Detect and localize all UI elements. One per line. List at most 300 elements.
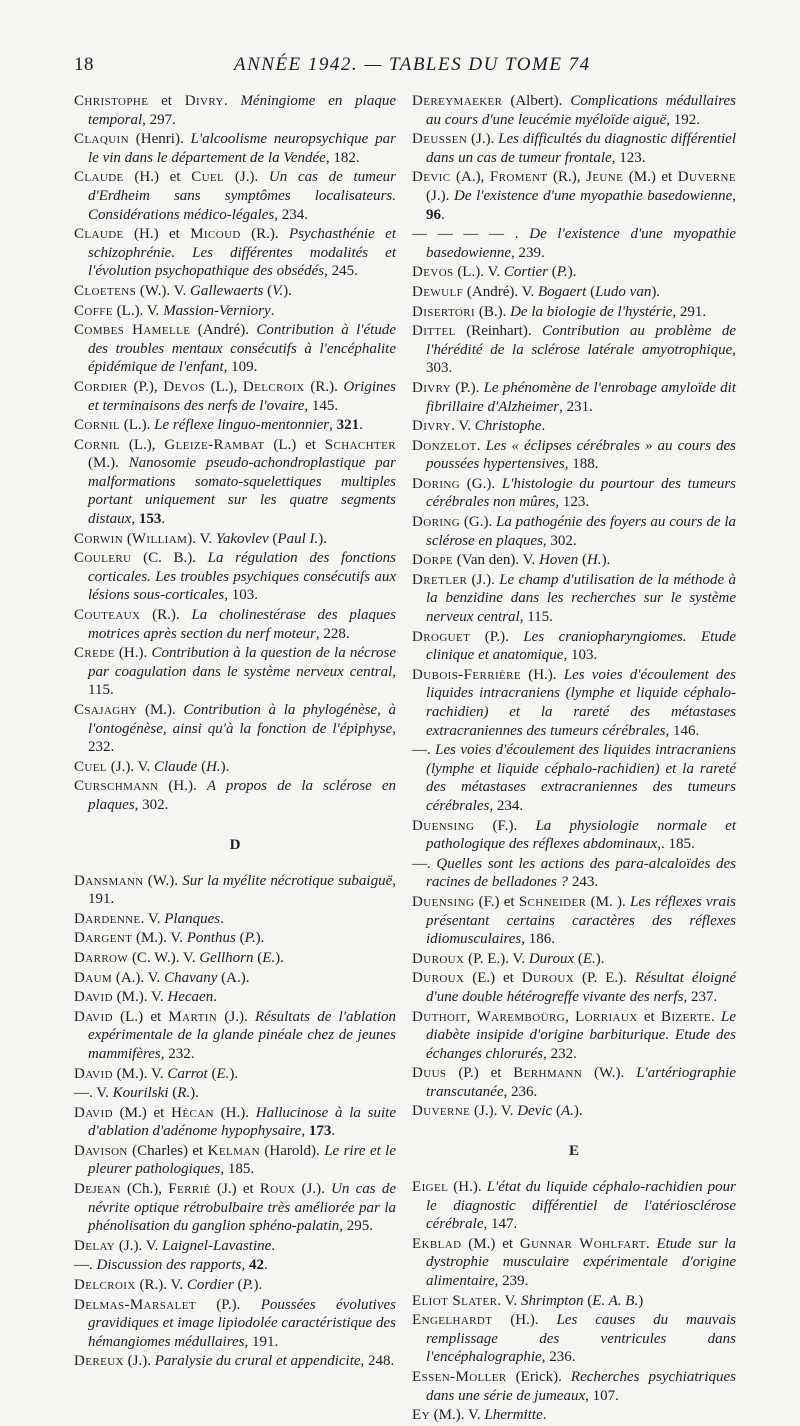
author-name: Cuel bbox=[191, 169, 225, 186]
author-name: Essen-Moller bbox=[412, 1369, 507, 1385]
entry-title: De l'existence d'une myopathie basedowienne bbox=[426, 226, 736, 261]
entry-text: ). bbox=[573, 1103, 583, 1120]
entry-text: (André). bbox=[190, 322, 257, 339]
author-name: Duroux bbox=[412, 970, 465, 987]
author-name: Delcroix bbox=[242, 378, 305, 395]
entry-title: Carrot bbox=[167, 1065, 208, 1082]
entry-title: Paul I. bbox=[277, 530, 319, 547]
entry-text: , 103. bbox=[563, 647, 598, 664]
author-name: Claude bbox=[74, 226, 124, 243]
entry-text: ). V. bbox=[187, 530, 216, 547]
entry-text: (H.). bbox=[114, 645, 152, 662]
section-letter: D bbox=[229, 836, 241, 853]
entry-text: . bbox=[213, 989, 217, 1006]
author-name: Duthoit bbox=[412, 1008, 467, 1025]
entry-text: , 182. bbox=[325, 149, 360, 166]
entry-title: La physiologie normale et pathologique des réflexes abdominaux bbox=[426, 817, 736, 853]
right-column bbox=[412, 92, 736, 1426]
entry-text: ). bbox=[601, 552, 611, 569]
entry-text: , bbox=[466, 1008, 477, 1025]
entry-text: . bbox=[264, 1257, 268, 1274]
entry-text: (L.), bbox=[120, 436, 165, 453]
entry-text: (P.). bbox=[470, 628, 524, 645]
entry-text: ). bbox=[253, 1277, 263, 1294]
entry-text: , bbox=[329, 417, 337, 434]
entry-text: (Ch.), bbox=[120, 1181, 169, 1198]
page-ref: 42 bbox=[249, 1257, 265, 1274]
entry-text: (L.), bbox=[204, 378, 243, 395]
entry-title: Shrimpton bbox=[520, 1292, 584, 1309]
entry-text: , 236. bbox=[503, 1083, 538, 1100]
author-name: Engelhardt bbox=[412, 1312, 493, 1329]
entry-title: Lhermitte bbox=[484, 1407, 543, 1424]
entry-text: , 239. bbox=[494, 1273, 529, 1290]
entry-title: Claude bbox=[153, 758, 198, 775]
page-ref: 96 bbox=[426, 206, 441, 223]
entry-text: —. V. bbox=[74, 1085, 113, 1102]
author-name: Jeune bbox=[586, 169, 624, 186]
author-name: David bbox=[74, 1008, 113, 1025]
entry-text: ). bbox=[651, 283, 661, 300]
entry-title: P. bbox=[242, 1277, 254, 1294]
author-name: Dewulf bbox=[412, 283, 464, 300]
entry-text: —. bbox=[74, 1257, 97, 1274]
entry-text: , 188. bbox=[564, 456, 599, 473]
author-name: Doring bbox=[412, 475, 461, 492]
entry-text: , 234. bbox=[274, 206, 308, 223]
entry-title: E. bbox=[262, 949, 276, 966]
entry-text: (L.). V. bbox=[112, 302, 164, 319]
entry-text: , 186. bbox=[521, 931, 556, 948]
entry-text: (André). V. bbox=[463, 283, 538, 300]
entry-text: . bbox=[220, 910, 224, 927]
entry-text: , 236. bbox=[541, 1349, 576, 1366]
index-entry bbox=[412, 551, 736, 570]
entry-text: (H.) et bbox=[123, 169, 192, 186]
author-name: Corwin bbox=[74, 530, 124, 547]
entry-title: Un cas de tumeur d'Erdheim sans symptômes localisateurs. Considérations médico-légales bbox=[88, 169, 396, 223]
entry-title: Ponthus bbox=[186, 930, 236, 947]
entry-text: ( bbox=[253, 949, 263, 966]
index-entry bbox=[74, 1256, 396, 1275]
entry-text: ,. 185. bbox=[657, 836, 695, 853]
author-name: Dorpe bbox=[412, 552, 453, 569]
index-entry bbox=[74, 1237, 396, 1256]
entry-text: (M.) et bbox=[461, 1235, 520, 1252]
index-entry bbox=[412, 969, 736, 1006]
entry-title: Résultat éloigné d'une double hétérogreffe vivante des nerfs bbox=[426, 970, 737, 1005]
author-name: Combes Hamelle bbox=[74, 322, 191, 339]
author-name: Droguet bbox=[412, 628, 471, 645]
entry-title: Hecaen bbox=[167, 989, 214, 1006]
author-name: Dittel bbox=[412, 323, 456, 340]
entry-title: P. bbox=[556, 264, 568, 281]
entry-title: De l'existence d'une myopathie basedowienne bbox=[453, 187, 733, 204]
entry-text: (L.) et bbox=[264, 436, 325, 453]
entry-text: . bbox=[645, 1235, 657, 1252]
index-entry bbox=[412, 417, 736, 436]
entry-text: , 303. bbox=[426, 341, 736, 377]
entry-text: , 234. bbox=[489, 797, 524, 814]
entry-title: H. bbox=[206, 758, 221, 775]
entry-text: ). bbox=[190, 1085, 199, 1102]
index-entry bbox=[412, 1311, 736, 1367]
entry-text: ( bbox=[548, 264, 557, 281]
entry-text: , 109. bbox=[223, 359, 258, 376]
entry-text: , 302. bbox=[134, 796, 169, 813]
entry-title: Les voies d'écoulement des liquides intracraniens (lymphe et liquide céphalo-rachidien) et la rareté des métastases extracraniennes des tumeurs cérébrales bbox=[426, 666, 736, 739]
entry-text: (R.), bbox=[547, 169, 587, 186]
entry-text: , 191. bbox=[88, 872, 396, 908]
entry-title: Complications médullaires au cours d'une leucémie myéloïde aiguë bbox=[426, 93, 737, 128]
entry-text: ( bbox=[583, 1292, 593, 1309]
index-entry bbox=[412, 1102, 736, 1121]
author-name: William bbox=[131, 530, 188, 547]
author-name: Gunnar Wohlfart bbox=[519, 1235, 646, 1252]
entry-text: , 232. bbox=[160, 1045, 195, 1062]
entry-text: (Van den). V. bbox=[452, 552, 540, 569]
index-entry bbox=[412, 1292, 736, 1311]
entry-title: Contribution à la phylogénèse, à l'ontogénèse, ainsi qu'à la fonction de l'épiphyse bbox=[88, 702, 396, 737]
author-name: Cuel bbox=[74, 758, 107, 775]
entry-text: , 295. bbox=[339, 1218, 373, 1235]
author-name: Dansmann bbox=[74, 872, 144, 889]
author-name: Hécan bbox=[171, 1104, 214, 1121]
entry-title: Cortier bbox=[503, 264, 549, 281]
entry-text: (W.). bbox=[143, 872, 183, 889]
entry-text: . bbox=[223, 93, 241, 109]
entry-title: H. bbox=[586, 552, 602, 569]
entry-text: ). bbox=[220, 758, 230, 775]
entry-text: ). bbox=[318, 530, 327, 547]
entry-text: (P.), bbox=[127, 378, 164, 395]
entry-text: (A.). V. bbox=[112, 969, 165, 986]
author-name: Schachter bbox=[324, 436, 396, 453]
entry-text: , 115. bbox=[519, 609, 553, 626]
entry-title: L'artériographie transcutanée bbox=[426, 1065, 736, 1100]
entry-title: Recherches psychiatriques dans une série de jumeaux bbox=[426, 1369, 736, 1404]
entry-text: ( bbox=[168, 1085, 178, 1102]
entry-text: ( bbox=[197, 758, 207, 775]
entry-text: ). bbox=[275, 949, 284, 966]
entry-title: Le champ d'utilisation de la méthode à la benzidine dans les recherches sur le système nerveux central bbox=[426, 571, 736, 626]
index-entry bbox=[74, 1296, 396, 1352]
entry-title: Hoven bbox=[539, 552, 579, 569]
entry-text: , 146. bbox=[665, 722, 700, 739]
author-name: Berhmann bbox=[513, 1065, 583, 1082]
index-entry bbox=[412, 130, 736, 167]
entry-text: , 192. bbox=[666, 111, 700, 128]
author-name: Cornil bbox=[74, 417, 121, 434]
author-name: Divry bbox=[412, 379, 452, 396]
index-entry bbox=[74, 282, 396, 301]
author-name: Duverne bbox=[412, 1103, 471, 1120]
entry-text: . bbox=[542, 1407, 547, 1424]
author-name: Donzelot bbox=[412, 437, 477, 454]
entry-text: (M.). V. bbox=[429, 1407, 485, 1424]
author-name: Ferrié bbox=[168, 1181, 211, 1198]
entry-title: Les « éclipses cérébrales » au cours des poussées hypertensives bbox=[426, 437, 737, 473]
entry-text: , 185. bbox=[220, 1161, 255, 1178]
entry-text: (P. E.). bbox=[574, 970, 635, 987]
section-letter: E bbox=[568, 1143, 579, 1160]
page-header bbox=[74, 54, 726, 84]
index-entry bbox=[412, 741, 736, 815]
author-name: Claquin bbox=[74, 131, 129, 148]
index-entry bbox=[74, 758, 396, 777]
entry-text: (W.). bbox=[582, 1065, 637, 1082]
entry-text: . bbox=[271, 1237, 276, 1254]
entry-text: (R.). bbox=[140, 607, 192, 624]
entry-title: L'alcoolisme neuropsychique par le vin dans le département de la Vendée bbox=[88, 131, 396, 166]
author-name: Schneider bbox=[518, 893, 587, 910]
index-entry bbox=[74, 321, 396, 377]
author-name: Martin bbox=[168, 1008, 218, 1025]
author-name: Roux bbox=[259, 1181, 296, 1198]
author-name: Davison bbox=[74, 1142, 128, 1159]
entry-title: Les difficultés du diagnostic différentiel dans un cas de tumeur frontale bbox=[426, 131, 736, 166]
entry-text: ) bbox=[638, 1292, 644, 1309]
author-name: Dereymaeker bbox=[412, 93, 503, 109]
entry-title: E. A. B. bbox=[592, 1292, 639, 1309]
entry-title: E. bbox=[216, 1065, 230, 1082]
entry-text: (H.). bbox=[213, 1104, 256, 1121]
entry-text: (J.). V. bbox=[107, 758, 154, 775]
entry-title: Bogaert bbox=[537, 283, 587, 300]
entry-title: Yakovlev bbox=[215, 530, 269, 547]
page-ref: 153 bbox=[138, 511, 162, 528]
author-name: Eliot Slater bbox=[412, 1292, 498, 1309]
entry-title: La pathogénie des foyers au cours de la sclérose en plaques bbox=[426, 514, 736, 549]
author-name: David bbox=[74, 1104, 113, 1121]
index-entry bbox=[74, 225, 396, 281]
author-name: Duensing bbox=[412, 893, 475, 910]
entry-title: R. bbox=[177, 1085, 191, 1102]
left-column bbox=[74, 92, 396, 1372]
author-name: Csajaghy bbox=[74, 702, 138, 718]
index-entry bbox=[74, 949, 396, 968]
entry-title: Duroux bbox=[528, 950, 575, 967]
index-entry bbox=[412, 168, 736, 224]
entry-title: Le diabète insipide d'origine barbiturique. Etude des échanges chlorurés bbox=[426, 1008, 737, 1062]
entry-text: , bbox=[565, 1008, 576, 1025]
entry-text: (J.). bbox=[467, 571, 500, 588]
entry-text: , 237. bbox=[683, 988, 718, 1005]
index-entry bbox=[74, 1065, 396, 1084]
page-ref: 321 bbox=[336, 417, 360, 434]
entry-text: (E.) et bbox=[464, 970, 522, 987]
entry-text: (J.). V. bbox=[470, 1103, 518, 1120]
entry-text: . V. bbox=[451, 418, 475, 435]
index-entry bbox=[412, 1178, 736, 1234]
author-name: Duroux bbox=[412, 950, 465, 967]
index-entry bbox=[412, 225, 736, 262]
entry-text: (A.), bbox=[450, 169, 490, 186]
entry-text: , 123. bbox=[611, 149, 646, 166]
entry-text: (P.). bbox=[451, 379, 484, 396]
entry-text: (M.). bbox=[137, 702, 184, 718]
author-name: Gleize-Rambat bbox=[164, 436, 265, 453]
entry-text: , 103. bbox=[224, 587, 258, 604]
index-entry bbox=[74, 416, 396, 435]
entry-text: ( bbox=[552, 1103, 561, 1120]
entry-text: —. bbox=[412, 855, 437, 872]
entry-title: Ludo van bbox=[595, 283, 652, 300]
author-name: Eigel bbox=[412, 1179, 449, 1196]
index-entry bbox=[412, 817, 736, 854]
entry-title: Contribution au problème de l'hérédité de la sclérose latérale amyotrophique bbox=[426, 323, 736, 358]
entry-text: , 239. bbox=[510, 244, 545, 261]
author-name: Dubois-Ferrière bbox=[412, 666, 522, 683]
entry-title: La régulation des fonctions corticales. Les troubles psychiques consécutifs aux lésions sous-corticales bbox=[88, 550, 396, 604]
entry-text: . bbox=[331, 1123, 336, 1140]
entry-title: Christophe bbox=[474, 418, 542, 435]
entry-text: (G.). bbox=[460, 475, 502, 492]
entry-text: , 291. bbox=[672, 303, 707, 320]
author-name: Bizerte bbox=[660, 1008, 711, 1025]
entry-title: Psychasthénie et schizophrénie. Les différentes modalités et l'évolution psychopathique des obsédés bbox=[88, 226, 396, 280]
entry-text: , bbox=[131, 511, 139, 528]
entry-text: . V. bbox=[140, 910, 165, 927]
index-entry bbox=[74, 929, 396, 948]
index-entry bbox=[74, 988, 396, 1007]
index-entry bbox=[412, 92, 736, 129]
index-entry bbox=[412, 1368, 736, 1405]
entry-text: (H.). bbox=[158, 778, 207, 795]
entry-text: (R.). bbox=[240, 226, 289, 243]
entry-text: , 231. bbox=[559, 398, 593, 415]
author-name: Cordier bbox=[74, 378, 128, 395]
author-name: Delay bbox=[74, 1237, 116, 1254]
author-name: Doring bbox=[412, 514, 461, 531]
entry-text: ( bbox=[578, 552, 587, 569]
entry-title: Les craniopharyngiomes. Etude clinique et anatomique bbox=[426, 628, 736, 664]
entry-text: . bbox=[359, 417, 363, 434]
author-name: Delcroix bbox=[74, 1277, 136, 1294]
index-entry bbox=[74, 92, 396, 129]
entry-text: (C. B.). bbox=[131, 550, 208, 567]
entry-text: . bbox=[270, 302, 275, 319]
author-name: Cloetens bbox=[74, 282, 137, 299]
index-entry bbox=[412, 475, 736, 512]
entry-text: (M.) et bbox=[623, 169, 678, 186]
entry-text: (H.). bbox=[492, 1312, 557, 1329]
author-name: Cornil bbox=[74, 436, 121, 453]
entry-title: L'histologie du pourtour des tumeurs cérébrales non mûres bbox=[426, 475, 736, 511]
entry-title: Gellhorn bbox=[199, 949, 254, 966]
index-entry bbox=[412, 893, 736, 949]
author-name: Couteaux bbox=[74, 607, 141, 624]
entry-text: (P.) et bbox=[446, 1065, 514, 1082]
entry-text: , bbox=[241, 1257, 250, 1274]
index-entry bbox=[74, 1180, 396, 1236]
entry-title: Les réflexes vrais présentant certains caractères des réflexes idiomusculaires bbox=[426, 893, 737, 948]
entry-text: ( bbox=[123, 530, 132, 547]
entry-title: Cordier bbox=[186, 1277, 234, 1294]
index-entry bbox=[412, 628, 736, 665]
entry-text: (J.). bbox=[426, 187, 454, 204]
author-name: Dereux bbox=[74, 1353, 124, 1370]
index-entry bbox=[412, 513, 736, 550]
entry-text: (P.). bbox=[195, 1296, 261, 1313]
author-name: Disertori bbox=[412, 303, 476, 320]
entry-text: ). bbox=[567, 264, 577, 281]
author-name: Duroux bbox=[521, 970, 575, 987]
entry-title: Quelles sont les actions des para-alcaloïdes des racines de belladones ? bbox=[426, 855, 737, 891]
entry-text: ( bbox=[268, 530, 278, 547]
author-name: Couleru bbox=[74, 550, 132, 567]
entry-text: (L.). bbox=[120, 417, 155, 434]
entry-text: (Henri). bbox=[128, 131, 191, 148]
author-name: Waremboürg bbox=[476, 1008, 566, 1025]
author-name: Devos bbox=[412, 264, 454, 281]
entry-text: (R.). V. bbox=[135, 1277, 187, 1294]
author-name: Daum bbox=[74, 969, 113, 986]
entry-text: , 145. bbox=[304, 397, 339, 414]
index-entry bbox=[74, 168, 396, 224]
index-entry bbox=[412, 303, 736, 322]
entry-text: (J.) et bbox=[210, 1181, 260, 1198]
entry-text: (M.). bbox=[88, 455, 129, 472]
author-name: Duensing bbox=[412, 817, 475, 834]
entry-text: (Harold). bbox=[259, 1142, 325, 1159]
index-entry bbox=[412, 1008, 736, 1064]
index-entry bbox=[74, 1104, 396, 1141]
author-name: Curschmann bbox=[74, 778, 159, 795]
index-entry bbox=[412, 950, 736, 969]
author-name: Kelman bbox=[207, 1142, 260, 1159]
entry-title: L'état du liquide céphalo-rachidien pour le diagnostic différentiel de l'atériosclérose cérébrale bbox=[426, 1179, 736, 1233]
author-name: David bbox=[74, 989, 113, 1006]
entry-text: , 115. bbox=[88, 663, 396, 699]
entry-title: Résultats de l'ablation expérimentale de la glande pinéale chez de jeunes mammifères bbox=[88, 1008, 396, 1062]
entry-text: , 248. bbox=[360, 1353, 395, 1370]
author-name: Dejean bbox=[74, 1181, 121, 1198]
entry-text: . bbox=[476, 437, 486, 454]
entry-text: — — — — . bbox=[412, 226, 530, 243]
entry-text: , 107. bbox=[585, 1387, 619, 1404]
entry-text: ). bbox=[229, 1065, 239, 1082]
entry-title: Méningiome en plaque temporal bbox=[88, 93, 397, 128]
author-name: Divry bbox=[184, 93, 224, 109]
entry-text: , 302. bbox=[542, 532, 577, 549]
entry-text: et bbox=[148, 93, 185, 109]
entry-text: ( bbox=[235, 930, 245, 947]
index-entry bbox=[412, 855, 736, 892]
entry-title: A propos de la sclérose en plaques bbox=[88, 778, 396, 813]
entry-text: (Erick). bbox=[506, 1369, 571, 1385]
entry-title: Sur la myélite nécrotique subaiguë bbox=[182, 872, 393, 889]
index-entry bbox=[412, 666, 736, 740]
entry-text: (Reinhart). bbox=[455, 323, 542, 340]
index-entry bbox=[74, 969, 396, 988]
entry-text: (R.). bbox=[304, 378, 344, 395]
entry-text: (M. ). bbox=[586, 893, 630, 910]
entry-title: P. bbox=[244, 930, 256, 947]
entry-text: (M.). V. bbox=[112, 989, 168, 1006]
entry-text: (J.). bbox=[217, 1008, 255, 1025]
entry-text: , bbox=[732, 187, 736, 204]
index-entry bbox=[412, 322, 736, 378]
entry-title: Contribution à l'étude des troubles mentaux consécutifs à l'encéphalite épidémique de l'enfant bbox=[88, 322, 396, 376]
entry-text: (F.). bbox=[474, 817, 536, 834]
entry-text: ). bbox=[255, 930, 265, 947]
entry-text: (F.) et bbox=[474, 893, 519, 910]
entry-text: (H.) et bbox=[123, 226, 191, 243]
entry-text: (J.). bbox=[467, 131, 499, 148]
entry-title: La cholinestérase des plaques motrices après section du nerf moteur bbox=[88, 607, 396, 642]
entry-title: Chavany bbox=[164, 969, 218, 986]
